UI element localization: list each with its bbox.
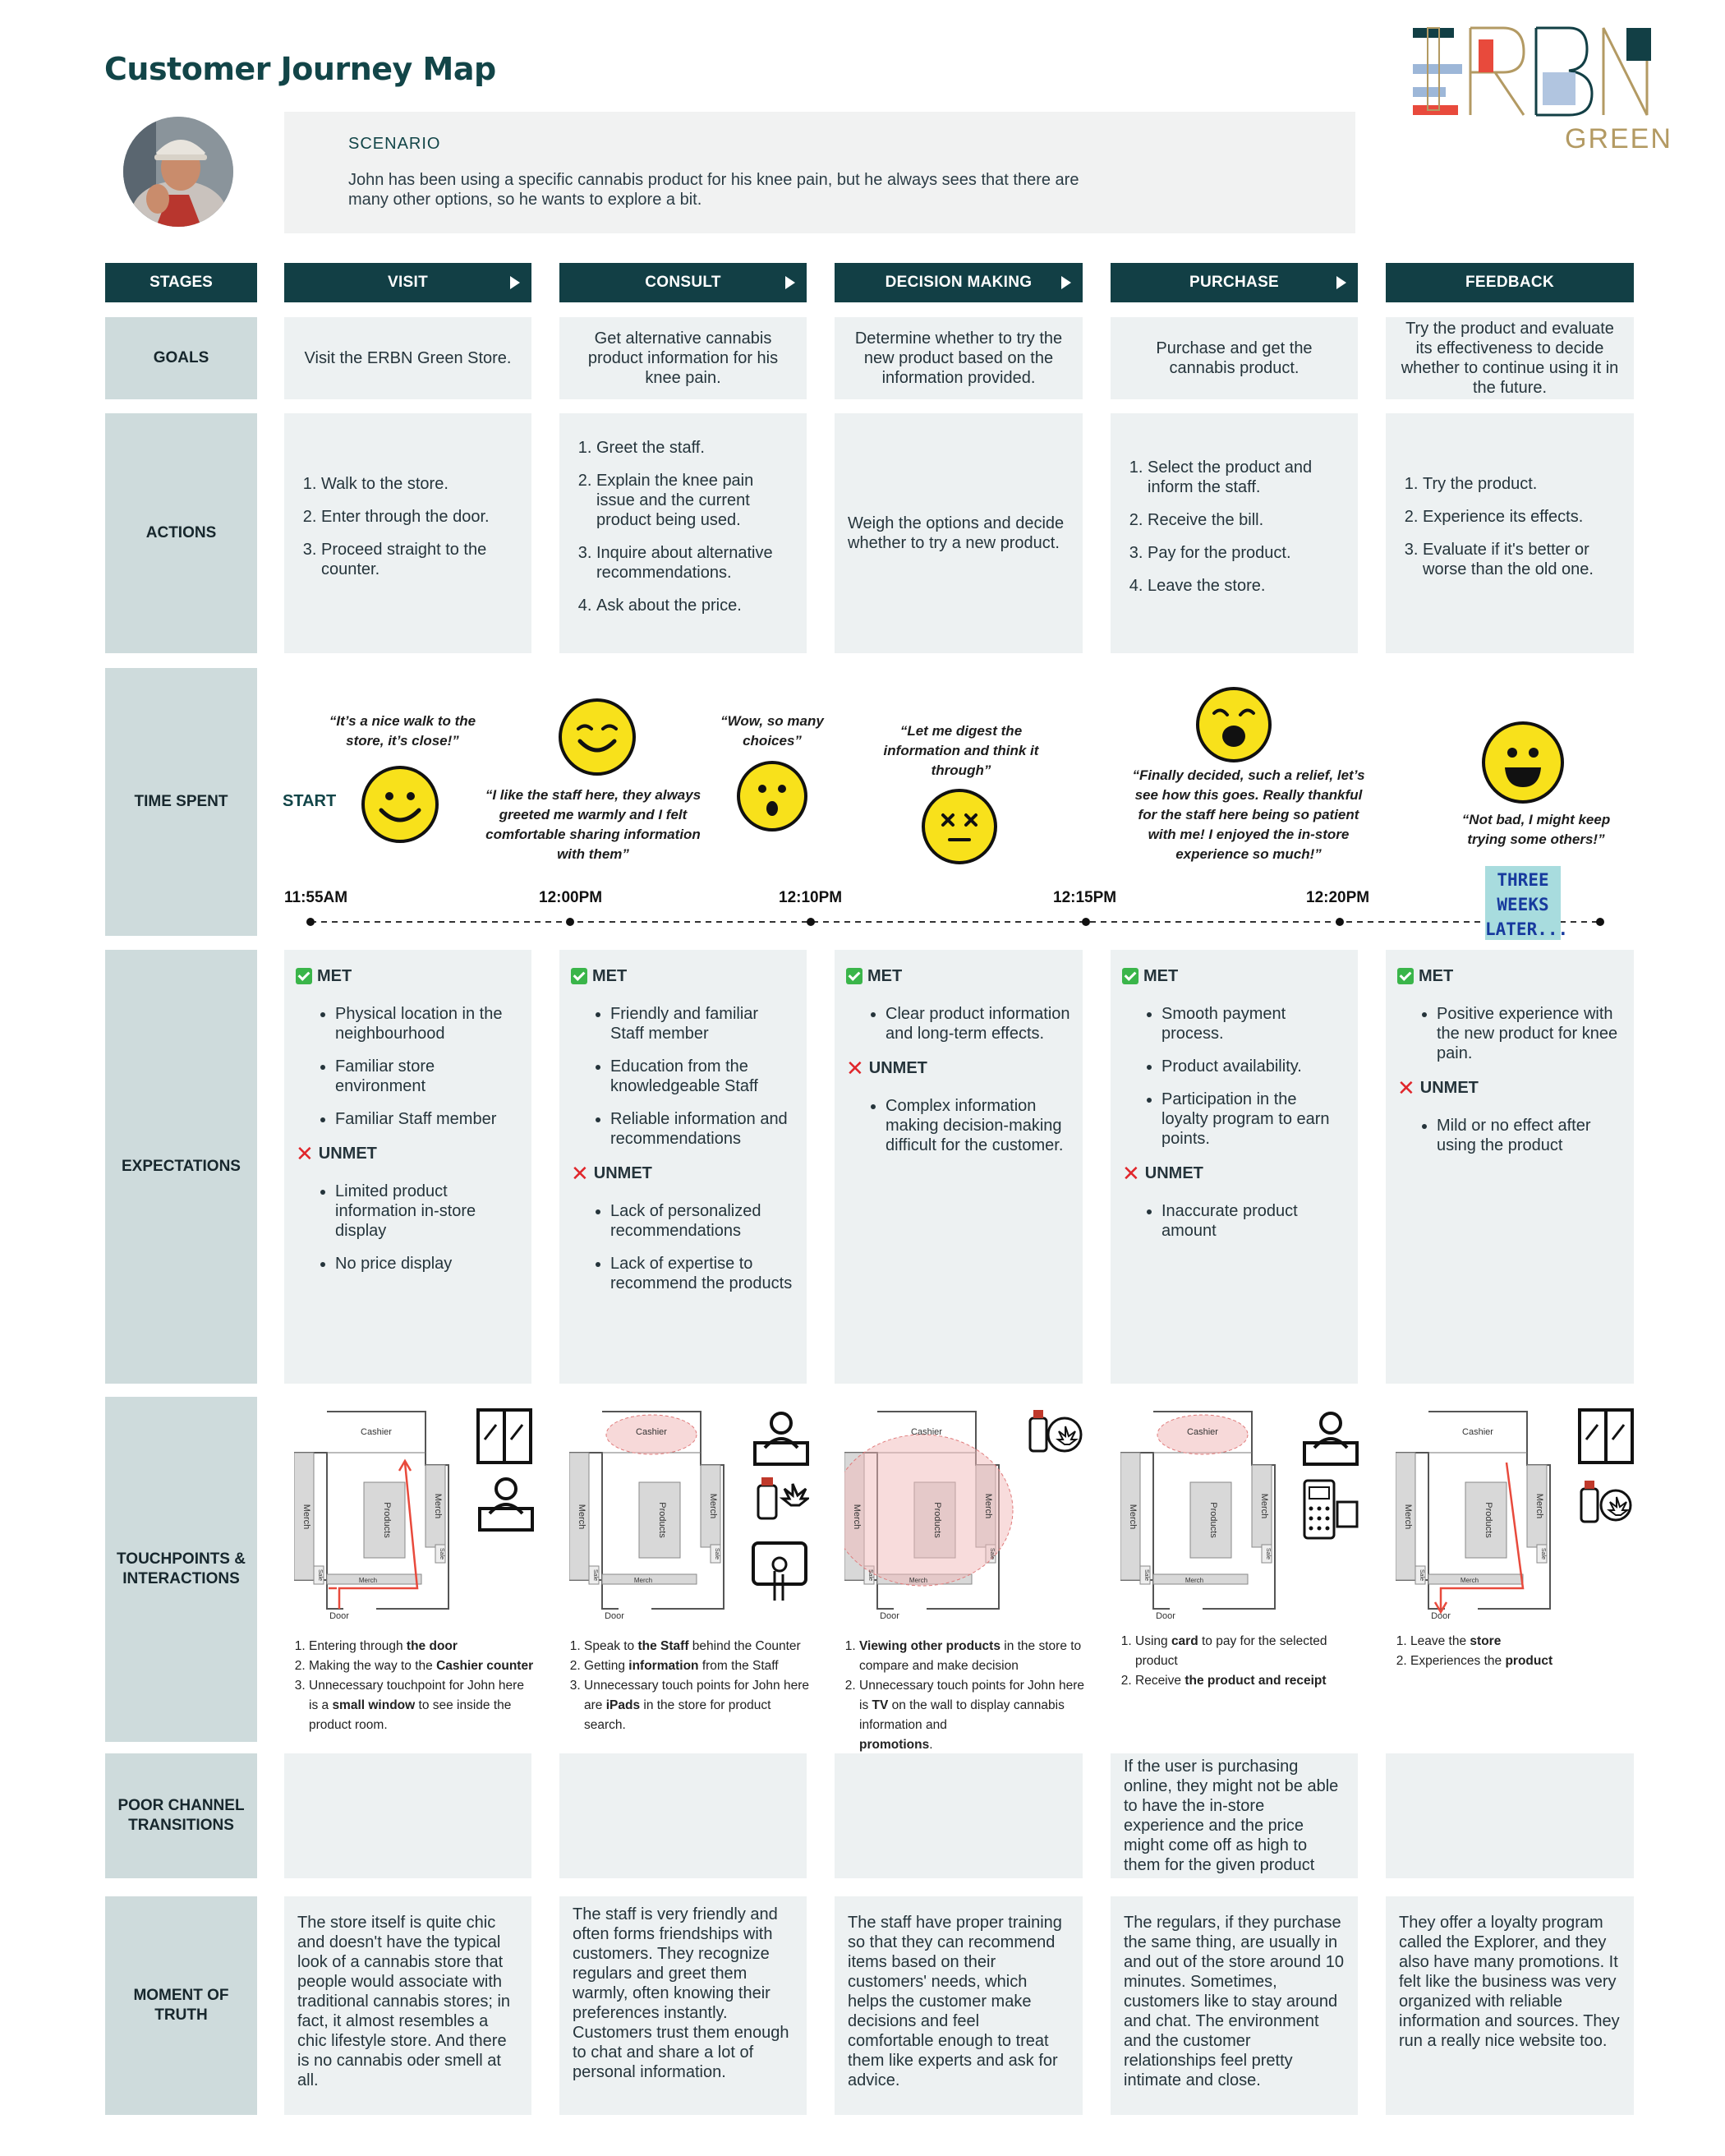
- plan-merch-label: Merch: [908, 1577, 928, 1584]
- touchpoints-feedback: [1386, 1394, 1632, 1739]
- plan-sale-label: Sale: [989, 1547, 995, 1560]
- quote-decided: “Finally decided, such a relief, let’s see how this goes. Really thankful for the staff here being so patient with me! I enjoyed the in-store experience so much!”: [1132, 767, 1365, 862]
- staff-at-counter-icon: [1304, 1413, 1357, 1464]
- unmet-heading: [846, 1058, 1071, 1078]
- plan-merch-label: Merch: [358, 1577, 378, 1584]
- list-item: 4. Leave the store.: [1148, 576, 1343, 596]
- goal-feedback: Try the product and evaluate its effectiveness to decide whether to continue using it in the future.: [1386, 317, 1634, 399]
- plan-door-label: Door: [1156, 1611, 1175, 1621]
- unmet-label: UNMET: [593, 1164, 652, 1182]
- stage-visit: [284, 263, 531, 302]
- time-1210: 12:10PM: [779, 889, 843, 906]
- list-item: 3. Unnecessary touch points for John here are iPads in the store for product search.: [584, 1676, 811, 1735]
- cannabis-product-icon: [1025, 1407, 1084, 1464]
- plan-door-label: Door: [1431, 1611, 1451, 1621]
- plan-door-label: Door: [605, 1611, 624, 1621]
- window-and-product-icons: [1576, 1407, 1635, 1538]
- list-item: 1. Select the product and inform the staff.: [1148, 458, 1343, 497]
- stage-decision-label: DECISION MAKING: [885, 274, 1033, 291]
- plan-sale-label: Sale: [1540, 1547, 1546, 1560]
- actions-consult-list: [559, 438, 807, 629]
- list-item: 1. Try the product.: [1423, 474, 1619, 494]
- plan-cashier-label: Cashier: [636, 1427, 667, 1437]
- poor-channel-consult: [559, 1753, 807, 1878]
- actions-consult: [559, 413, 807, 653]
- actions-label: ACTIONS: [105, 413, 257, 653]
- stages-label: STAGES: [105, 263, 257, 302]
- poor-channel-feedback: [1386, 1753, 1634, 1878]
- quote-choices: “Wow, so many choices”: [720, 713, 824, 749]
- goal-purchase: Purchase and get the cannabis product.: [1111, 317, 1358, 399]
- plan-products-label: Products: [1208, 1502, 1218, 1538]
- actions-decision-text: Weigh the options and decide whether to try a new product.: [848, 514, 1065, 552]
- unmet-label: UNMET: [318, 1145, 377, 1163]
- plan-sale-label: Sale: [714, 1547, 720, 1560]
- actions-visit-list: [284, 474, 531, 592]
- cross-icon: ✕: [296, 1141, 314, 1166]
- plan-sale-label: Sale: [317, 1569, 323, 1582]
- list-item: • Clear product information and long-term effects.: [886, 1004, 1071, 1043]
- list-item: 1. Leave the store: [1410, 1632, 1637, 1652]
- avatar: [123, 117, 233, 227]
- plan-door-label: Door: [329, 1611, 349, 1621]
- goal-consult: Get alternative cannabis product information for his knee pain.: [559, 317, 807, 399]
- quote-feedback: “Not bad, I might keep trying some others!”: [1461, 812, 1611, 847]
- list-item: 3. Evaluate if it's better or worse than the old one.: [1423, 540, 1619, 579]
- met-label: MET: [1143, 967, 1179, 985]
- poor-channel-visit: [284, 1753, 531, 1878]
- met-label: MET: [592, 967, 628, 985]
- unmet-heading: [571, 1161, 795, 1186]
- page-title: Customer Journey Map: [104, 51, 496, 87]
- plan-cashier-label: Cashier: [911, 1427, 942, 1437]
- time-1215: 12:15PM: [1053, 889, 1117, 906]
- expectations-feedback: [1386, 950, 1634, 1384]
- plan-merch-label: Merch: [433, 1493, 443, 1519]
- met-list: [571, 1004, 795, 1149]
- staff-product-ipad-icons: [750, 1407, 809, 1604]
- plan-merch-label: Merch: [633, 1577, 653, 1584]
- actions-purchase: [1111, 413, 1358, 653]
- time-1200: 12:00PM: [539, 889, 603, 906]
- scenario-text: John has been using a specific cannabis product for his knee pain, but he always sees that there are many other options, so he wants to explore a bit.: [348, 171, 1079, 209]
- expectations-decision: [835, 950, 1083, 1384]
- unmet-list: [1122, 1201, 1346, 1241]
- play-arrow-icon: [510, 276, 520, 289]
- surprised-face-icon: [737, 761, 807, 832]
- poor-channel-decision: [835, 1753, 1083, 1878]
- met-list: [1122, 1004, 1346, 1149]
- plan-cashier-label: Cashier: [361, 1427, 392, 1437]
- happy-face-icon: [361, 766, 439, 843]
- checkmark-icon: [1122, 968, 1138, 984]
- met-list: [846, 1004, 1071, 1043]
- window-icon: [1580, 1410, 1632, 1463]
- touchpoints-consult: [559, 1394, 809, 1739]
- three-weeks-later-badge: THREE WEEKS LATER...: [1485, 866, 1561, 940]
- list-item: • Smooth payment process.: [1162, 1004, 1346, 1043]
- plan-products-label: Products: [657, 1502, 667, 1538]
- grinning-face-icon: [1482, 721, 1564, 804]
- moment-of-truth-label: MOMENT OF TRUTH: [105, 1896, 257, 2115]
- content-face-icon: [559, 698, 636, 776]
- list-item: 1. Greet the staff.: [596, 438, 792, 458]
- staff-at-counter-icon: [480, 1479, 532, 1530]
- plan-sale-label: Sale: [1265, 1547, 1271, 1560]
- expectations-visit: [284, 950, 531, 1384]
- plan-merch-label: Merch: [301, 1504, 311, 1530]
- plan-sale-label: Sale: [1419, 1569, 1424, 1582]
- plan-sale-label: Sale: [1143, 1569, 1149, 1582]
- moment-feedback: They offer a loyalty program called the Explorer, and they also have many promotions. It felt like the business was very organized with reliable information and sources. They run a really nice website too.: [1386, 1896, 1634, 2115]
- checkmark-icon: [1397, 968, 1414, 984]
- stage-feedback: [1386, 263, 1634, 302]
- stage-visit-label: VISIT: [387, 274, 428, 291]
- touchpoints-consult-list: [564, 1637, 811, 1735]
- unmet-label: UNMET: [1419, 1079, 1479, 1097]
- actions-decision: [835, 413, 1083, 653]
- expectations-consult: [559, 950, 807, 1384]
- plan-cashier-label: Cashier: [1462, 1427, 1493, 1437]
- goal-decision: Determine whether to try the new product based on the information provided.: [835, 317, 1083, 399]
- list-item: 2. Experience its effects.: [1423, 507, 1619, 527]
- list-item: • Reliable information and recommendations: [610, 1109, 795, 1149]
- touchpoints-purchase: [1111, 1394, 1357, 1739]
- unmet-heading: [1397, 1078, 1622, 1098]
- ipad-icon: [753, 1543, 806, 1601]
- cannabis-product-icon: [758, 1477, 807, 1518]
- time-1220: 12:20PM: [1306, 889, 1370, 906]
- touchpoints-decision-list: [840, 1637, 1086, 1755]
- plan-door-label: Door: [880, 1611, 899, 1621]
- cross-icon: ✕: [571, 1161, 589, 1186]
- plan-merch-label: Merch: [1534, 1493, 1544, 1519]
- unmet-label: UNMET: [868, 1059, 927, 1077]
- actions-purchase-list: [1111, 458, 1358, 609]
- plan-products-label: Products: [932, 1502, 942, 1538]
- unmet-list: [296, 1182, 520, 1274]
- plan-cashier-label: Cashier: [1187, 1427, 1218, 1437]
- time-spent-label: TIME SPENT: [105, 668, 257, 936]
- list-item: 2. Getting information from the Staff: [584, 1656, 811, 1676]
- list-item: 2. Receive the bill.: [1148, 510, 1343, 530]
- erbn-green-logo: [1413, 23, 1676, 163]
- plan-merch-label: Merch: [708, 1493, 718, 1519]
- plan-sale-label: Sale: [439, 1547, 444, 1560]
- logo-green-text: GREEN: [1565, 123, 1672, 154]
- plan-products-label: Products: [1484, 1502, 1493, 1538]
- play-arrow-icon: [785, 276, 795, 289]
- goal-visit: Visit the ERBN Green Store.: [284, 317, 531, 399]
- list-item: 2. Making the way to the Cashier counter: [309, 1656, 536, 1676]
- touchpoints-decision: [835, 1394, 1084, 1752]
- list-item: • Limited product information in-store display: [335, 1182, 520, 1241]
- met-list: [1397, 1004, 1622, 1063]
- list-item: • Familiar store environment: [335, 1057, 520, 1096]
- plan-sale-label: Sale: [867, 1569, 873, 1582]
- list-item: • Friendly and familiar Staff member: [610, 1004, 795, 1043]
- list-item: • No price display: [335, 1254, 520, 1274]
- list-item: • Positive experience with the new product for knee pain.: [1437, 1004, 1622, 1063]
- plan-sale-label: Sale: [592, 1569, 598, 1582]
- checkmark-icon: [571, 968, 587, 984]
- plan-merch-label: Merch: [1403, 1504, 1413, 1530]
- list-item: • Lack of personalized recommendations: [610, 1201, 795, 1241]
- card-reader-icon: [1304, 1481, 1357, 1538]
- poor-channel-purchase: If the user is purchasing online, they might not be able to have the in-store experience and the price might come off as high to them for the given product: [1111, 1753, 1358, 1878]
- list-item: • Mild or no effect after using the product: [1437, 1116, 1622, 1155]
- plan-merch-label: Merch: [1460, 1577, 1479, 1584]
- poor-channel-label: POOR CHANNEL TRANSITIONS: [105, 1753, 257, 1878]
- play-arrow-icon: [1061, 276, 1071, 289]
- start-label: START: [283, 792, 337, 810]
- moment-purchase: The regulars, if they purchase the same thing, are usually in and out of the store around 10 minutes. Sometimes, customers like to stay around and chat. The environment and the customer relationships feel pretty intimate and close.: [1111, 1896, 1358, 2115]
- stage-consult: [559, 263, 807, 302]
- unmet-list: [846, 1096, 1071, 1155]
- list-item: 1. Entering through the door: [309, 1637, 536, 1656]
- dizzy-face-icon: [922, 789, 997, 864]
- quote-visit: “It’s a nice walk to the store, it’s close!”: [329, 713, 476, 749]
- met-heading: [296, 966, 520, 986]
- moment-visit: The store itself is quite chic and doesn't have the typical look of a cannabis store that people would associate with traditional cannabis stores; in fact, it almost resembles a chic lifestyle store. And there is no cannabis oder smell at all.: [284, 1896, 531, 2115]
- list-item: • Product availability.: [1162, 1057, 1346, 1076]
- stage-purchase-label: PURCHASE: [1189, 274, 1280, 291]
- window-icon: [478, 1410, 531, 1463]
- touchpoints-label: TOUCHPOINTS & INTERACTIONS: [105, 1397, 257, 1742]
- list-item: • Complex information making decision-making difficult for the customer.: [886, 1096, 1071, 1155]
- timeline: [296, 912, 1610, 932]
- plan-merch-label: Merch: [1259, 1493, 1269, 1519]
- cannabis-product-icon: [1581, 1481, 1631, 1522]
- time-1155: 11:55AM: [284, 889, 348, 906]
- stage-feedback-label: FEEDBACK: [1465, 274, 1554, 291]
- met-heading: [571, 966, 795, 986]
- list-item: 4. Ask about the price.: [596, 596, 792, 615]
- unmet-list: [1397, 1116, 1622, 1155]
- stage-purchase: [1111, 263, 1358, 302]
- quote-digest: “Let me digest the information and think it through”: [883, 723, 1039, 778]
- cross-icon: ✕: [1122, 1161, 1140, 1186]
- cross-icon: ✕: [846, 1056, 864, 1080]
- plan-merch-label: Merch: [577, 1504, 586, 1530]
- met-heading: [846, 966, 1071, 986]
- stage-decision: [835, 263, 1083, 302]
- plan-merch-label: Merch: [983, 1493, 993, 1519]
- unmet-label: UNMET: [1144, 1164, 1203, 1182]
- met-list: [296, 1004, 520, 1129]
- touchpoints-visit-list: [289, 1637, 536, 1735]
- list-item: 3. Pay for the product.: [1148, 543, 1343, 563]
- stage-consult-label: CONSULT: [645, 274, 721, 291]
- list-item: • Physical location in the neighbourhood: [335, 1004, 520, 1043]
- list-item: promotions.: [859, 1738, 933, 1752]
- met-label: MET: [867, 967, 903, 985]
- met-label: MET: [317, 967, 352, 985]
- window-and-staff-icons: [475, 1407, 534, 1538]
- relieved-face-icon: [1196, 687, 1272, 762]
- list-item: 2. Enter through the door.: [321, 507, 517, 527]
- touchpoints-feedback-list: [1391, 1632, 1637, 1671]
- play-arrow-icon: [1336, 276, 1346, 289]
- quote-staff: “I like the staff here, they always greeted me warmly and I felt comfortable sharing information with them”: [485, 787, 702, 862]
- checkmark-icon: [296, 968, 312, 984]
- goals-label: GOALS: [105, 317, 257, 399]
- list-item: • Lack of expertise to recommend the products: [610, 1254, 795, 1293]
- staff-and-card-reader-icons: [1298, 1407, 1360, 1546]
- expectations-label: EXPECTATIONS: [105, 950, 257, 1384]
- cross-icon: ✕: [1397, 1076, 1415, 1100]
- actions-feedback: [1386, 413, 1634, 653]
- moment-decision: The staff have proper training so that they can recommend items based on their customers' needs, which helps the customer make decisions and feel comfortable enough to treat them like experts and ask for advice.: [835, 1896, 1083, 2115]
- unmet-heading: [1122, 1161, 1346, 1186]
- list-item: • Inaccurate product amount: [1162, 1201, 1346, 1241]
- list-item: 2. Experiences the product: [1410, 1652, 1637, 1671]
- list-item: 2. Explain the knee pain issue and the current product being used.: [596, 471, 792, 530]
- actions-feedback-list: [1386, 474, 1634, 592]
- list-item: • Participation in the loyalty program to earn points.: [1162, 1090, 1346, 1149]
- touchpoints-visit: [284, 1394, 534, 1739]
- scenario-label: SCENARIO: [348, 135, 441, 153]
- list-item: 3. Inquire about alternative recommendations.: [596, 543, 792, 583]
- met-label: MET: [1419, 967, 1454, 985]
- plan-merch-label: Merch: [1184, 1577, 1204, 1584]
- unmet-list: [571, 1201, 795, 1293]
- expectations-purchase: [1111, 950, 1358, 1384]
- actions-visit: [284, 413, 531, 653]
- list-item: 1. Speak to the Staff behind the Counter: [584, 1637, 811, 1656]
- plan-merch-label: Merch: [852, 1504, 862, 1530]
- met-heading: [1397, 966, 1622, 986]
- list-item: 3. Unnecessary touchpoint for John here is a small window to see inside the product room.: [309, 1676, 536, 1735]
- list-item: 1. Using card to pay for the selected product: [1135, 1632, 1362, 1671]
- list-item: 1. Viewing other products in the store to compare and make decision: [859, 1637, 1086, 1676]
- checkmark-icon: [846, 968, 862, 984]
- list-item: 3. Proceed straight to the counter.: [321, 540, 517, 579]
- touchpoints-purchase-list: [1116, 1632, 1362, 1691]
- list-item: 2. Unnecessary touch points for John here is TV on the wall to display cannabis information and: [859, 1676, 1086, 1735]
- list-item: 1. Walk to the store.: [321, 474, 517, 494]
- scenario-box: [284, 112, 1355, 233]
- met-heading: [1122, 966, 1346, 986]
- list-item: 2. Receive the product and receipt: [1135, 1671, 1362, 1691]
- unmet-heading: [296, 1141, 520, 1166]
- list-item: • Familiar Staff member: [335, 1109, 520, 1129]
- plan-products-label: Products: [382, 1502, 392, 1538]
- list-item: • Education from the knowledgeable Staff: [610, 1057, 795, 1096]
- staff-at-counter-icon: [755, 1413, 807, 1464]
- plan-merch-label: Merch: [1128, 1504, 1138, 1530]
- moment-consult: The staff is very friendly and often forms friendships with customers. They recognize regulars and greet them warmly, often knowing their preferences instantly. Customers trust them enough to chat and share a lot of personal information.: [559, 1896, 807, 2115]
